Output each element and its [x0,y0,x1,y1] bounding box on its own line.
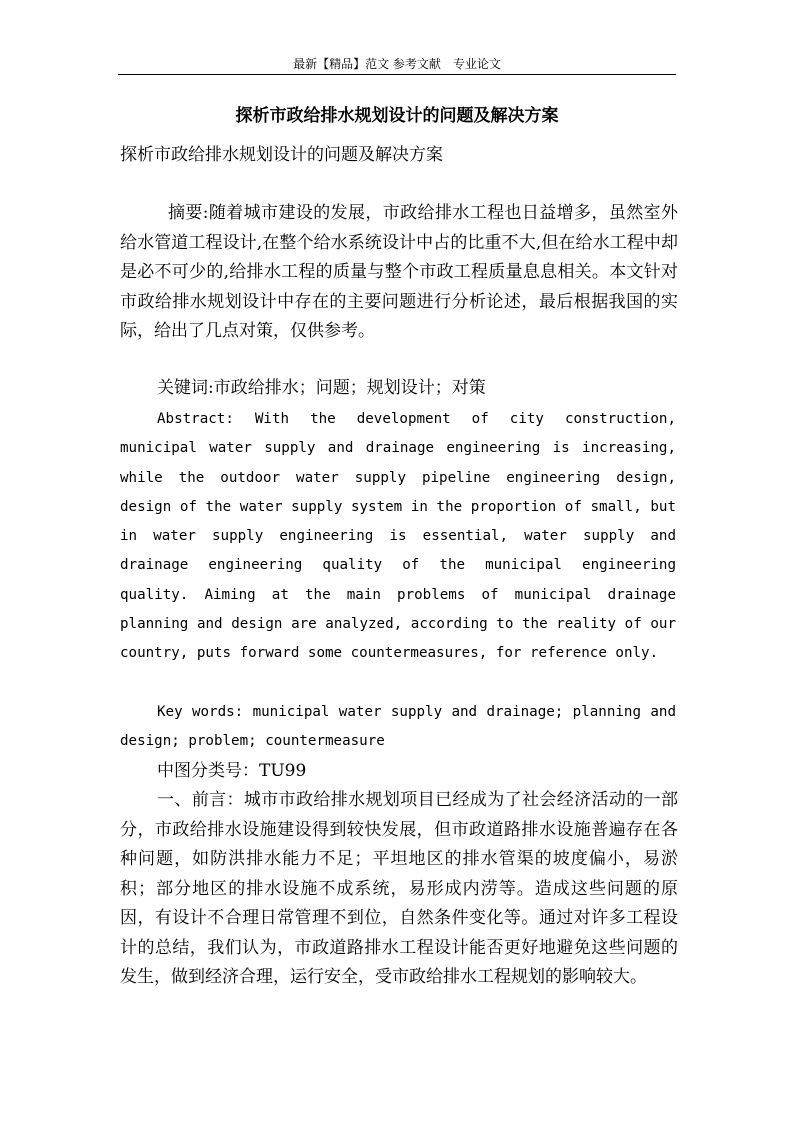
intro-paragraph: 一、前言：城市市政给排水规划项目已经成为了社会经济活动的一部分，市政给排水设施建设得到较快发展，但市政道路排水设施普遍存在各种问题，如防洪排水能力不足；平坦地区的排水管渠的坡度偏小，易淤积；部分地区的排水设施不成系统，易形成内涝等。造成这些问题的原因，有设计不合理日常管理不到位，自然条件变化等。通过对许多工程设计的总结，我们认为，市政道路排水工程设计能否更好地避免这些问题的发生，做到经济合理，运行安全，受市政给排水工程规划的影响较大。 [120,790,678,987]
keywords-en: Key words: municipal water supply and drainage; planning and design; problem; countermeasure [120,704,676,750]
header-divider [118,74,676,75]
document-subtitle: 探析市政给排水规划设计的问题及解决方案 [120,145,443,165]
keywords-cn: 关键词:市政给排水；问题；规划设计；对策 [157,378,486,398]
page-header: 最新【精品】范文 参考文献 专业论文 [293,57,501,71]
abstract-cn-paragraph: 摘要:随着城市建设的发展，市政给排水工程也日益增多，虽然室外给水管道工程设计,在整个给水系统设计中占的比重不大,但在给水工程中却是必不可少的,给排水工程的质量与整个市政工程质量息息相关。本文针对市政给排水规划设计中存在的主要问题进行分析论述，最后根据我国的实际，给出了几点对策，仅供参考。 [120,203,678,341]
classification-number: 中图分类号：TU99 [157,761,307,781]
document-title: 探析市政给排水规划设计的问题及解决方案 [235,106,559,126]
abstract-en-paragraph: Abstract: With the development of city construction, municipal water supply and drainage engineering is increasing, while the outdoor water supply pipeline engineering design, design of the water supply system in the proportion of small, but in water supply engineering is essential, water supply and drainage engineering quality of the municipal engineering quality. Aiming at the main problems of municipal drainage planning and design are analyzed, according to the reality of our country, puts forward some countermeasures, for reference only. [120,411,676,662]
